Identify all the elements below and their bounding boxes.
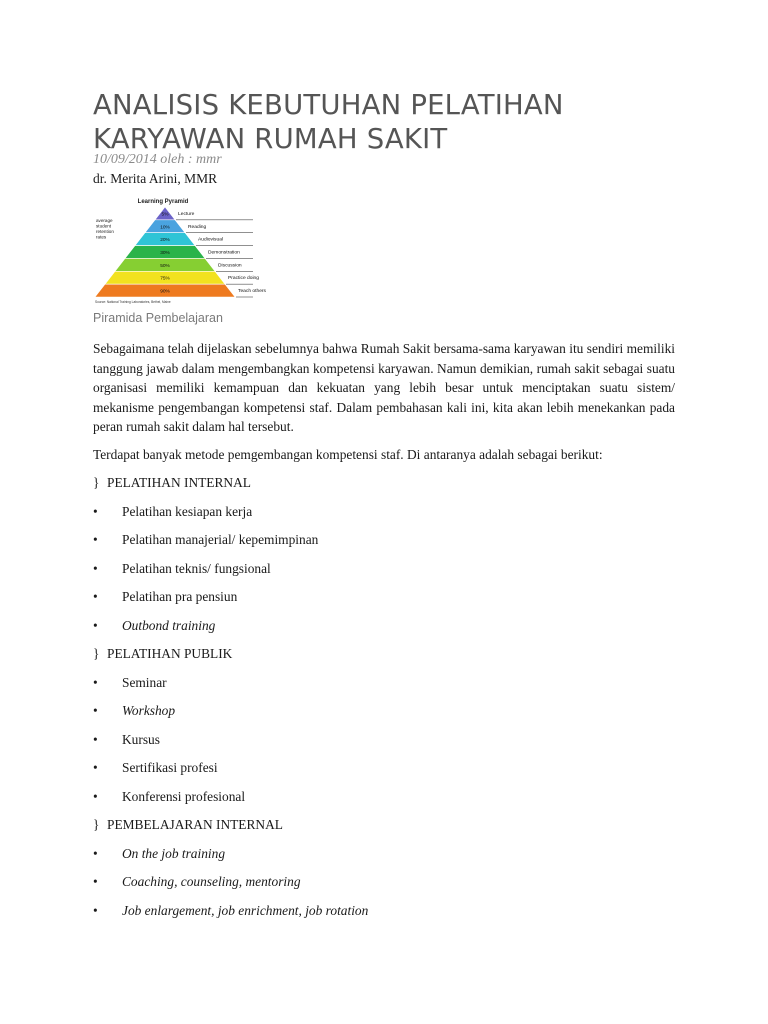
bullet-icon: • [93,845,98,861]
list-item-text: Konferensi profesional [122,788,246,804]
section-mark: } [93,646,100,661]
author-name: dr. Merita Arini, MMR [93,171,218,186]
bullet-icon: • [93,503,98,519]
list-item [93,903,593,921]
level-percent: 50% [160,263,170,269]
bullet-icon: • [93,617,98,633]
level-percent: 20% [160,238,170,244]
list-item-text: Pelatihan pra pensiun [122,589,238,604]
level-percent: 30% [160,251,170,256]
level-percent: 5% [161,212,169,218]
list-item-text: Seminar [122,674,167,690]
list-item [93,732,593,750]
list-item-text: Kursus [122,731,160,747]
level-label: Practice doing [228,276,259,282]
list-item-text: Pelatihan teknis/ fungsional [122,560,271,576]
list-item-text: Workshop [122,703,176,718]
list-item [93,703,593,721]
figure-left-label: student [96,223,112,229]
list-item [93,846,593,864]
article-title-line-2: KARYAWAN RUMAH SAKIT [93,123,448,155]
figure-left-label: average [96,218,113,223]
level-label: Demonstration [208,250,240,256]
figure-left-label: rates [96,234,107,240]
section-heading-text: PELATIHAN PUBLIK [107,646,233,661]
figure-title: Learning Pyramid [137,199,189,205]
list-item [93,675,593,693]
list-item [93,618,593,636]
list-item-text: On the job training [122,845,226,861]
section-heading [93,817,283,833]
bullet-icon: • [93,560,98,576]
article-title-line-1: ANALISIS KEBUTUHAN PELATIHAN [93,89,564,121]
list-item [93,504,593,522]
paragraph-methods: Terdapat banyak metode pemgembangan kompetensi staf. Di antaranya adalah sebagai berikut: [93,447,603,462]
figure-caption: Piramida Pembelajaran [93,311,223,325]
list-item [93,874,593,892]
section-heading [93,646,232,662]
post-meta: 10/09/2014 oleh : mmr [93,152,222,167]
level-percent: 75% [160,276,170,282]
article-title [93,88,564,156]
level-label: Audiovisual [198,237,224,243]
list-item [93,760,593,778]
list-item-text: Sertifikasi profesi [122,760,218,775]
level-percent: 90% [160,289,170,295]
section-heading-text: PELATIHAN INTERNAL [107,475,251,490]
level-label: Discussion [218,263,242,269]
paragraph-intro: Sebagaimana telah dijelaskan sebelumnya bahwa Rumah Sakit bersama-sama karyawan itu sendiri memiliki tanggung jawab dalam mengembangkan kompetensi karyawan. Namun demikian, rumah sakit sebagai suatu organisasi memiliki kemampuan dan kekuatan yang lebih besar untuk menciptakan suatu sistem/ mekanisme pengembangan kompetensi staf. Dalam pembahasan kali ini, kita akan lebih menekankan pada peran rumah sakit dalam hal tersebut. [93,341,675,434]
section-mark: } [93,475,100,490]
bullet-icon: • [93,532,98,547]
bullet-icon: • [93,788,98,804]
list-item-text: Coaching, counseling, mentoring [122,874,301,889]
bullet-icon: • [93,902,98,918]
figure-left-label: retention [96,229,114,234]
list-item [93,789,593,807]
bullet-icon: • [93,760,98,775]
bullet-icon: • [93,731,98,747]
list-item-text: Job enlargement, job enrichment, job rotation [122,902,369,918]
list-item-text: Pelatihan kesiapan kerja [122,503,253,519]
bullet-icon: • [93,589,98,604]
level-label: Teach others [238,289,267,295]
list-item [93,532,593,550]
list-item-text: Outbond training [122,617,216,633]
learning-pyramid-figure [93,194,267,306]
list-item-text: Pelatihan manajerial/ kepemimpinan [122,532,319,547]
bullet-icon: • [93,874,98,889]
level-label: Reading [188,224,207,230]
list-item [93,561,593,579]
bullet-icon: • [93,703,98,718]
bullet-icon: • [93,674,98,690]
section-heading [93,475,251,491]
section-mark: } [93,817,100,832]
figure-source: Source: National Training Laboratories, Bethel, Maine [95,300,171,304]
level-percent: 10% [160,225,170,231]
list-item [93,589,593,607]
section-heading-text: PEMBELAJARAN INTERNAL [107,817,283,832]
level-label: Lecture [178,211,195,217]
